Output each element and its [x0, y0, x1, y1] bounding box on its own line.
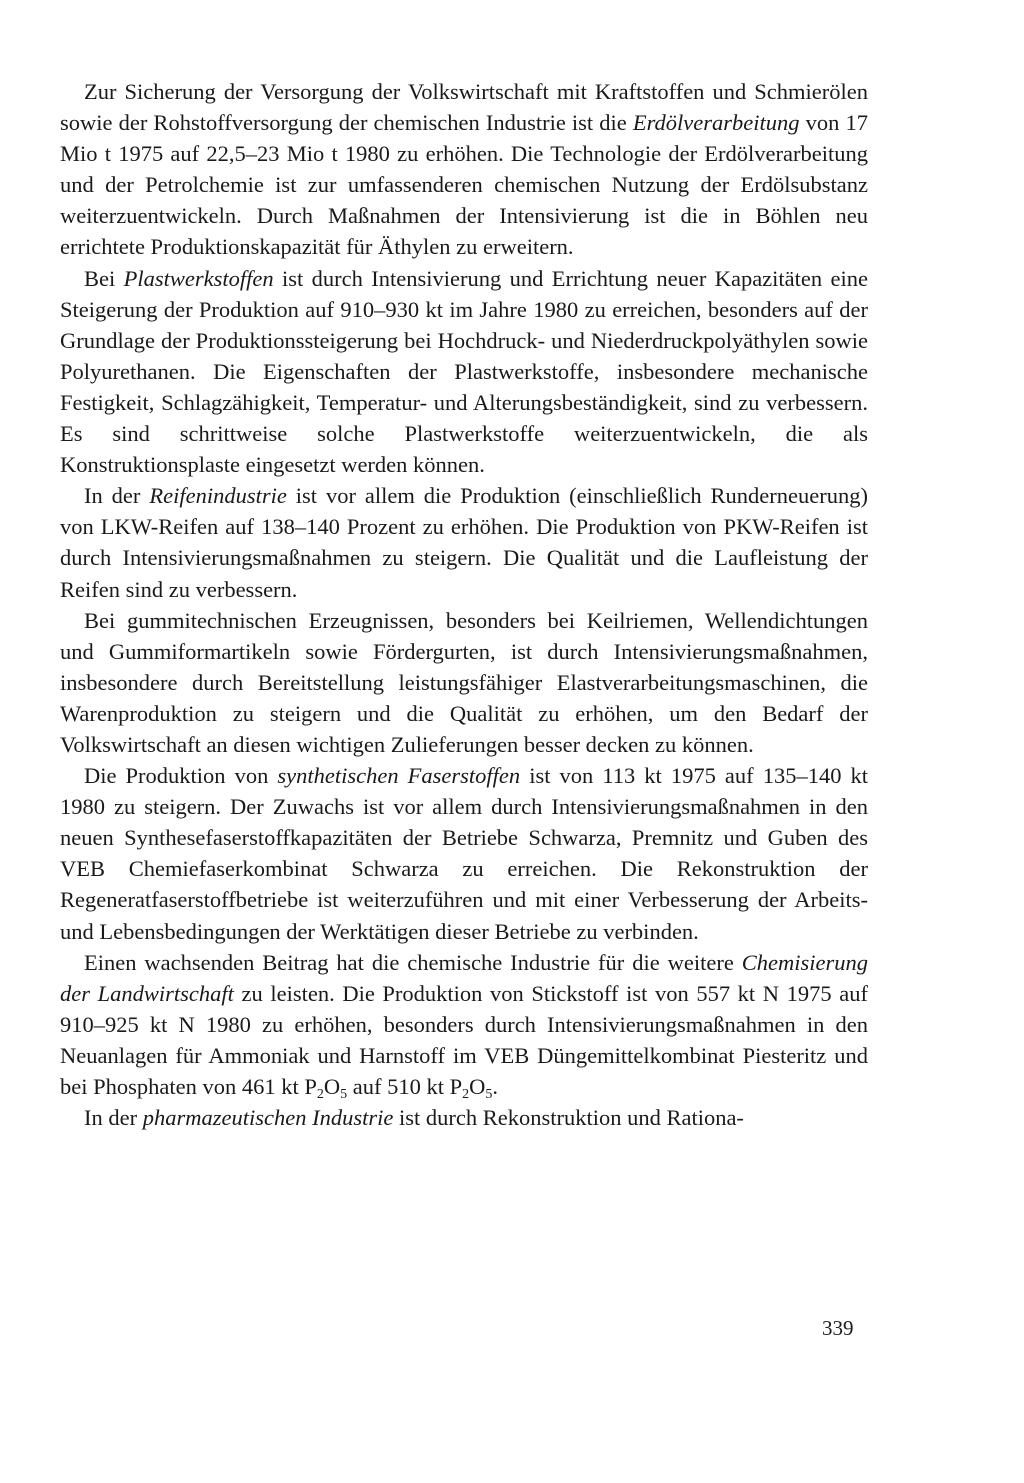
text-segment: . [492, 1074, 498, 1099]
page-body [60, 76, 868, 1133]
subscript: 5 [485, 1087, 493, 1102]
subscript: 5 [340, 1087, 348, 1102]
text-segment: Bei [84, 265, 124, 291]
text-segment: Die Produktion von [84, 763, 278, 789]
page-number: 339 [822, 1316, 854, 1340]
text-segment: ist durch Rekonstruktion und Rationa- [393, 1105, 744, 1131]
emphasized-term: Reifenindustrie [149, 483, 287, 509]
paragraph [60, 1102, 868, 1133]
paragraph [60, 947, 868, 1102]
text-segment: In der [84, 483, 150, 509]
emphasized-term: Chemisierung der Landwirtschaft [60, 949, 868, 1006]
text-segment: O [469, 1074, 486, 1099]
text-segment: ist von 113 kt 1975 auf 135–140 kt 1980 zu steigern. Der Zuwachs ist vor allem durch Intensivierungsmaßnahmen in den neuen Synthesefaserstoffkapazitäten der Betriebe Schwarza, Premnitz und Guben des VEB Chemiefaserkombinat Schwarza zu erreichen. Die Rekonstruktion der Regeneratfaserstoffbetriebe ist weiterzuführen und mit einer Verbesserung der Arbeits- und Lebensbedingungen der Werktätigen dieser Betriebe zu verbinden. [60, 763, 869, 944]
text-segment: zu leisten. Die Produktion von Stickstoff ist von 557 kt N 1975 auf 910–925 kt N 1980 zu erhöhen, besonders durch Intensivierungsmaßnahmen in den Neuanlagen für Ammoniak und Harnstoff im VEB Düngemittelkombinat Piesteritz und bei Phosphaten von 461 kt P [60, 980, 868, 1099]
paragraph [60, 76, 868, 263]
subscript: 2 [462, 1087, 470, 1102]
emphasized-term: Erdölverarbeitung [632, 110, 800, 136]
text-segment: Bei gummitechnischen Erzeugnissen, besonders bei Keilriemen, Wellendichtungen und Gummiformartikeln sowie Fördergurten, ist durch Intensivierungsmaßnahmen, insbesondere durch Bereitstellung leistungsfähiger Elastverarbeitungsmaschinen, die Warenproduktion zu steigern und die Qualität zu erhöhen, um den Bedarf der Volkswirtschaft an diesen wichtigen Zulieferungen besser decken zu können. [60, 607, 868, 757]
text-segment: Zur Sicherung der Versorgung der Volkswirtschaft mit Kraftstoffen und Schmierölen sowie der Rohstoffversorgung der chemischen Industrie ist die [60, 79, 868, 136]
text-segment: ist vor allem die Produktion (einschließlich Runderneuerung) von LKW-Reifen auf 138–140 Prozent zu erhöhen. Die Produktion von PKW-Reifen ist durch Intensivierungsmaßnahmen zu steigern. Die Qualität und die Laufleistung der Reifen sind zu verbessern. [60, 483, 868, 602]
paragraph [60, 605, 868, 760]
subscript: 2 [316, 1087, 324, 1102]
text-segment: In der [84, 1105, 143, 1131]
paragraph [60, 263, 868, 481]
text-segment: ist durch Intensivierung und Errichtung neuer Kapazitäten eine Steigerung der Produktion auf 910–930 kt im Jahre 1980 zu erreichen, besonders auf der Grundlage der Produktionssteigerung bei Hochdruck- und Niederdruckpolyäthylen sowie Polyurethanen. Die Eigenschaften der Plastwerkstoffe, insbesondere mechanische Festigkeit, Schlagzähigkeit, Temperatur- und Alterungsbeständigkeit, sind zu verbessern. Es sind schrittweise solche Plastwerkstoffe weiterzuentwickeln, die als Konstruktionsplaste eingesetzt werden können. [60, 265, 868, 478]
text-segment: von 17 Mio t 1975 auf 22,5–23 Mio t 1980 zu erhöhen. Die Technologie der Erdölverarbeitung und der Petrolchemie ist zur umfassenderen chemischen Nutzung der Erdölsubstanz weiterzuentwickeln. Durch Maßnahmen der Intensivierung ist die in Böhlen neu errichtete Produktionskapazität für Äthylen zu erweitern. [60, 110, 868, 260]
text-segment: O [323, 1074, 341, 1099]
emphasized-term: pharmazeutischen Industrie [142, 1105, 394, 1131]
text-segment: Einen wachsenden Beitrag hat die chemische Industrie für die weitere [84, 949, 742, 975]
paragraph [60, 480, 868, 604]
text-segment: auf 510 kt P [347, 1074, 463, 1099]
emphasized-term: synthetischen Faserstoffen [277, 763, 521, 789]
emphasized-term: Plastwerkstoffen [123, 265, 274, 291]
paragraph [60, 760, 868, 947]
